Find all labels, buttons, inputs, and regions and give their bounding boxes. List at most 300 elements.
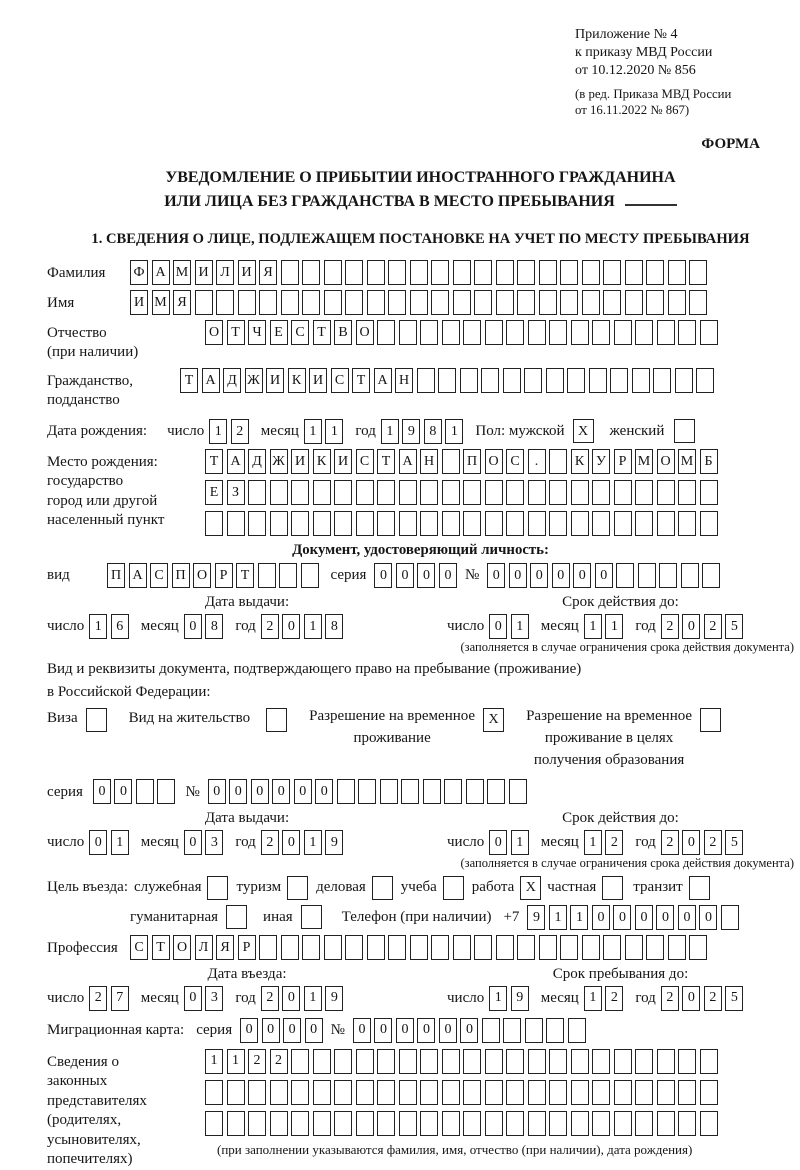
char-cell[interactable] (496, 935, 514, 960)
char-cell[interactable] (659, 563, 677, 588)
char-cell[interactable]: Т (205, 449, 223, 474)
char-cell[interactable]: 2 (704, 986, 722, 1011)
char-cell[interactable]: 2 (261, 830, 279, 855)
char-cell[interactable] (614, 1080, 632, 1105)
char-cell[interactable]: А (227, 449, 245, 474)
char-cell[interactable] (689, 290, 707, 315)
char-cell[interactable]: 3 (205, 830, 223, 855)
char-cell[interactable]: 1 (304, 419, 322, 444)
char-cell[interactable] (248, 1111, 266, 1136)
char-cell[interactable]: 6 (111, 614, 129, 639)
char-cell[interactable] (506, 320, 524, 345)
purpose-transit-checkbox[interactable] (689, 876, 710, 900)
char-cell[interactable]: 1 (111, 830, 129, 855)
char-cell[interactable]: 0 (635, 905, 653, 930)
char-cell[interactable]: Р (238, 935, 256, 960)
char-cell[interactable]: 2 (231, 419, 249, 444)
char-cell[interactable]: Л (216, 260, 234, 285)
char-cell[interactable]: Т (352, 368, 370, 393)
char-cell[interactable]: 2 (89, 986, 107, 1011)
char-cell[interactable]: Ж (270, 449, 288, 474)
char-cell[interactable] (571, 1049, 589, 1074)
purpose-tourism-checkbox[interactable] (287, 876, 308, 900)
char-cell[interactable]: 0 (489, 830, 507, 855)
char-cell[interactable]: 0 (240, 1018, 258, 1043)
char-cell[interactable]: 1 (304, 986, 322, 1011)
char-cell[interactable] (528, 1049, 546, 1074)
char-cell[interactable] (367, 260, 385, 285)
char-cell[interactable] (614, 1049, 632, 1074)
char-cell[interactable] (568, 1018, 586, 1043)
char-cell[interactable] (302, 260, 320, 285)
char-cell[interactable] (444, 779, 462, 804)
char-cell[interactable] (546, 1018, 564, 1043)
char-cell[interactable] (635, 1080, 653, 1105)
char-cell[interactable]: М (152, 290, 170, 315)
char-cell[interactable] (401, 779, 419, 804)
char-cell[interactable] (291, 1049, 309, 1074)
char-cell[interactable] (334, 480, 352, 505)
char-cell[interactable] (453, 935, 471, 960)
char-cell[interactable] (337, 779, 355, 804)
char-cell[interactable] (388, 260, 406, 285)
char-cell[interactable] (721, 905, 739, 930)
char-cell[interactable] (463, 1080, 481, 1105)
char-cell[interactable] (632, 368, 650, 393)
char-cell[interactable] (549, 1080, 567, 1105)
char-cell[interactable]: 0 (272, 779, 290, 804)
char-cell[interactable] (646, 260, 664, 285)
char-cell[interactable] (625, 935, 643, 960)
char-cell[interactable] (356, 480, 374, 505)
purpose-study-checkbox[interactable] (443, 876, 464, 900)
char-cell[interactable] (442, 1080, 460, 1105)
char-cell[interactable] (485, 480, 503, 505)
char-cell[interactable]: О (657, 449, 675, 474)
char-cell[interactable]: Я (259, 260, 277, 285)
char-cell[interactable]: 8 (424, 419, 442, 444)
char-cell[interactable] (482, 1018, 500, 1043)
char-cell[interactable] (546, 368, 564, 393)
char-cell[interactable] (635, 511, 653, 536)
char-cell[interactable] (410, 290, 428, 315)
char-cell[interactable] (345, 935, 363, 960)
char-cell[interactable]: М (678, 449, 696, 474)
char-cell[interactable]: 9 (325, 830, 343, 855)
char-cell[interactable]: 0 (487, 563, 505, 588)
char-cell[interactable]: И (309, 368, 327, 393)
char-cell[interactable] (668, 260, 686, 285)
char-cell[interactable]: 2 (248, 1049, 266, 1074)
char-cell[interactable]: В (334, 320, 352, 345)
char-cell[interactable]: 1 (205, 1049, 223, 1074)
char-cell[interactable] (592, 1080, 610, 1105)
char-cell[interactable]: П (107, 563, 125, 588)
char-cell[interactable]: 7 (111, 986, 129, 1011)
visa-checkbox[interactable] (86, 708, 107, 732)
char-cell[interactable] (592, 1049, 610, 1074)
char-cell[interactable]: 0 (699, 905, 717, 930)
char-cell[interactable]: 1 (570, 905, 588, 930)
char-cell[interactable]: 2 (605, 986, 623, 1011)
char-cell[interactable] (460, 368, 478, 393)
char-cell[interactable] (399, 1080, 417, 1105)
char-cell[interactable]: 0 (592, 905, 610, 930)
purpose-work-checkbox[interactable]: X (520, 876, 541, 900)
char-cell[interactable] (313, 480, 331, 505)
char-cell[interactable]: 1 (381, 419, 399, 444)
char-cell[interactable] (442, 320, 460, 345)
char-cell[interactable]: Р (215, 563, 233, 588)
char-cell[interactable] (431, 290, 449, 315)
char-cell[interactable]: П (463, 449, 481, 474)
char-cell[interactable]: Р (614, 449, 632, 474)
char-cell[interactable]: 5 (725, 986, 743, 1011)
char-cell[interactable] (646, 935, 664, 960)
char-cell[interactable] (517, 290, 535, 315)
char-cell[interactable]: Л (195, 935, 213, 960)
char-cell[interactable] (614, 480, 632, 505)
purpose-official-checkbox[interactable] (207, 876, 228, 900)
char-cell[interactable]: 1 (549, 905, 567, 930)
char-cell[interactable]: С (331, 368, 349, 393)
char-cell[interactable] (380, 779, 398, 804)
char-cell[interactable] (528, 480, 546, 505)
char-cell[interactable] (417, 368, 435, 393)
char-cell[interactable]: 9 (511, 986, 529, 1011)
char-cell[interactable]: 0 (282, 830, 300, 855)
char-cell[interactable] (506, 1080, 524, 1105)
char-cell[interactable]: Т (227, 320, 245, 345)
char-cell[interactable] (496, 290, 514, 315)
char-cell[interactable]: 0 (530, 563, 548, 588)
char-cell[interactable] (377, 1080, 395, 1105)
char-cell[interactable]: 1 (511, 614, 529, 639)
purpose-business-checkbox[interactable] (372, 876, 393, 900)
char-cell[interactable] (678, 511, 696, 536)
char-cell[interactable] (506, 1049, 524, 1074)
char-cell[interactable]: 0 (262, 1018, 280, 1043)
char-cell[interactable] (258, 563, 276, 588)
char-cell[interactable] (474, 935, 492, 960)
char-cell[interactable]: 0 (374, 563, 392, 588)
char-cell[interactable]: О (356, 320, 374, 345)
char-cell[interactable]: Я (216, 935, 234, 960)
char-cell[interactable] (463, 511, 481, 536)
char-cell[interactable] (614, 320, 632, 345)
char-cell[interactable] (420, 1049, 438, 1074)
char-cell[interactable] (678, 1049, 696, 1074)
char-cell[interactable]: 2 (270, 1049, 288, 1074)
char-cell[interactable]: Т (180, 368, 198, 393)
char-cell[interactable] (377, 1111, 395, 1136)
char-cell[interactable] (205, 1080, 223, 1105)
char-cell[interactable]: Ч (248, 320, 266, 345)
char-cell[interactable]: 0 (509, 563, 527, 588)
char-cell[interactable] (517, 935, 535, 960)
char-cell[interactable]: 0 (184, 830, 202, 855)
char-cell[interactable]: 2 (261, 614, 279, 639)
char-cell[interactable] (657, 511, 675, 536)
char-cell[interactable] (675, 368, 693, 393)
char-cell[interactable] (324, 260, 342, 285)
char-cell[interactable] (560, 290, 578, 315)
char-cell[interactable] (700, 511, 718, 536)
char-cell[interactable]: 0 (353, 1018, 371, 1043)
char-cell[interactable] (442, 480, 460, 505)
char-cell[interactable]: К (571, 449, 589, 474)
char-cell[interactable]: 0 (294, 779, 312, 804)
char-cell[interactable]: 0 (315, 779, 333, 804)
char-cell[interactable]: О (485, 449, 503, 474)
char-cell[interactable] (485, 1080, 503, 1105)
char-cell[interactable] (356, 511, 374, 536)
char-cell[interactable] (281, 260, 299, 285)
char-cell[interactable] (399, 320, 417, 345)
char-cell[interactable] (420, 511, 438, 536)
char-cell[interactable] (313, 1049, 331, 1074)
char-cell[interactable]: 2 (661, 614, 679, 639)
char-cell[interactable] (388, 290, 406, 315)
char-cell[interactable]: Т (377, 449, 395, 474)
char-cell[interactable] (420, 320, 438, 345)
char-cell[interactable]: 0 (682, 830, 700, 855)
char-cell[interactable] (582, 935, 600, 960)
char-cell[interactable]: 1 (584, 830, 602, 855)
char-cell[interactable] (334, 1049, 352, 1074)
gender-female-checkbox[interactable] (674, 419, 695, 443)
char-cell[interactable] (506, 511, 524, 536)
char-cell[interactable] (653, 368, 671, 393)
char-cell[interactable] (616, 563, 634, 588)
char-cell[interactable]: 0 (682, 986, 700, 1011)
char-cell[interactable] (603, 260, 621, 285)
char-cell[interactable] (157, 779, 175, 804)
char-cell[interactable] (549, 511, 567, 536)
char-cell[interactable] (646, 290, 664, 315)
char-cell[interactable] (700, 1111, 718, 1136)
char-cell[interactable]: Е (205, 480, 223, 505)
char-cell[interactable]: Т (313, 320, 331, 345)
char-cell[interactable]: А (374, 368, 392, 393)
char-cell[interactable] (506, 1111, 524, 1136)
char-cell[interactable] (625, 260, 643, 285)
char-cell[interactable] (377, 511, 395, 536)
char-cell[interactable] (399, 1111, 417, 1136)
char-cell[interactable] (291, 480, 309, 505)
char-cell[interactable]: 0 (682, 614, 700, 639)
char-cell[interactable] (549, 1111, 567, 1136)
char-cell[interactable] (571, 480, 589, 505)
char-cell[interactable] (625, 290, 643, 315)
purpose-private-checkbox[interactable] (602, 876, 623, 900)
char-cell[interactable] (696, 368, 714, 393)
char-cell[interactable] (302, 935, 320, 960)
char-cell[interactable] (485, 320, 503, 345)
char-cell[interactable]: Д (248, 449, 266, 474)
char-cell[interactable]: Ж (245, 368, 263, 393)
char-cell[interactable] (635, 1111, 653, 1136)
char-cell[interactable] (678, 480, 696, 505)
char-cell[interactable]: З (227, 480, 245, 505)
char-cell[interactable] (442, 1111, 460, 1136)
char-cell[interactable]: И (130, 290, 148, 315)
char-cell[interactable]: 0 (417, 563, 435, 588)
char-cell[interactable] (657, 480, 675, 505)
char-cell[interactable] (420, 1111, 438, 1136)
char-cell[interactable]: И (266, 368, 284, 393)
char-cell[interactable] (571, 511, 589, 536)
char-cell[interactable] (216, 290, 234, 315)
char-cell[interactable] (195, 290, 213, 315)
char-cell[interactable] (410, 260, 428, 285)
char-cell[interactable] (453, 290, 471, 315)
char-cell[interactable] (700, 480, 718, 505)
char-cell[interactable] (567, 368, 585, 393)
char-cell[interactable] (291, 1080, 309, 1105)
char-cell[interactable]: 0 (208, 779, 226, 804)
char-cell[interactable]: И (291, 449, 309, 474)
char-cell[interactable]: П (172, 563, 190, 588)
char-cell[interactable] (689, 935, 707, 960)
char-cell[interactable] (463, 1111, 481, 1136)
char-cell[interactable] (463, 320, 481, 345)
char-cell[interactable]: 0 (552, 563, 570, 588)
char-cell[interactable] (485, 1111, 503, 1136)
char-cell[interactable] (589, 368, 607, 393)
char-cell[interactable]: 0 (283, 1018, 301, 1043)
char-cell[interactable]: 8 (205, 614, 223, 639)
char-cell[interactable] (638, 563, 656, 588)
char-cell[interactable]: 0 (229, 779, 247, 804)
char-cell[interactable] (399, 480, 417, 505)
char-cell[interactable] (560, 260, 578, 285)
char-cell[interactable] (678, 1080, 696, 1105)
char-cell[interactable] (238, 290, 256, 315)
char-cell[interactable]: 0 (417, 1018, 435, 1043)
char-cell[interactable] (485, 511, 503, 536)
char-cell[interactable]: 0 (184, 986, 202, 1011)
char-cell[interactable] (528, 320, 546, 345)
char-cell[interactable] (517, 260, 535, 285)
char-cell[interactable]: 1 (605, 614, 623, 639)
char-cell[interactable]: С (150, 563, 168, 588)
char-cell[interactable] (270, 1080, 288, 1105)
char-cell[interactable] (291, 1111, 309, 1136)
char-cell[interactable] (270, 480, 288, 505)
char-cell[interactable]: А (399, 449, 417, 474)
char-cell[interactable] (509, 779, 527, 804)
char-cell[interactable] (431, 260, 449, 285)
char-cell[interactable] (388, 935, 406, 960)
char-cell[interactable]: 0 (282, 986, 300, 1011)
char-cell[interactable]: 0 (439, 563, 457, 588)
char-cell[interactable]: . (528, 449, 546, 474)
char-cell[interactable] (678, 1111, 696, 1136)
char-cell[interactable] (453, 260, 471, 285)
char-cell[interactable]: С (356, 449, 374, 474)
char-cell[interactable] (420, 480, 438, 505)
char-cell[interactable] (279, 563, 297, 588)
char-cell[interactable] (528, 1080, 546, 1105)
char-cell[interactable]: О (193, 563, 211, 588)
char-cell[interactable] (525, 1018, 543, 1043)
char-cell[interactable] (571, 1111, 589, 1136)
char-cell[interactable]: 2 (661, 830, 679, 855)
char-cell[interactable]: 9 (527, 905, 545, 930)
char-cell[interactable] (205, 511, 223, 536)
char-cell[interactable] (227, 511, 245, 536)
char-cell[interactable] (592, 480, 610, 505)
char-cell[interactable]: 0 (396, 563, 414, 588)
char-cell[interactable] (635, 480, 653, 505)
char-cell[interactable] (345, 260, 363, 285)
char-cell[interactable]: 0 (305, 1018, 323, 1043)
purpose-humanitarian-checkbox[interactable] (226, 905, 247, 929)
char-cell[interactable] (136, 779, 154, 804)
char-cell[interactable] (356, 1049, 374, 1074)
char-cell[interactable] (248, 1080, 266, 1105)
char-cell[interactable]: 9 (402, 419, 420, 444)
char-cell[interactable] (356, 1111, 374, 1136)
char-cell[interactable]: 0 (678, 905, 696, 930)
gender-male-checkbox[interactable]: X (573, 419, 594, 443)
char-cell[interactable]: 1 (511, 830, 529, 855)
char-cell[interactable]: 5 (725, 614, 743, 639)
char-cell[interactable] (614, 1111, 632, 1136)
char-cell[interactable]: 0 (439, 1018, 457, 1043)
char-cell[interactable] (420, 1080, 438, 1105)
char-cell[interactable] (474, 260, 492, 285)
char-cell[interactable] (506, 480, 524, 505)
char-cell[interactable]: И (195, 260, 213, 285)
char-cell[interactable] (524, 368, 542, 393)
char-cell[interactable] (681, 563, 699, 588)
char-cell[interactable]: Ф (130, 260, 148, 285)
char-cell[interactable] (248, 511, 266, 536)
char-cell[interactable] (657, 1080, 675, 1105)
char-cell[interactable] (377, 1049, 395, 1074)
char-cell[interactable] (689, 260, 707, 285)
char-cell[interactable]: 0 (573, 563, 591, 588)
char-cell[interactable]: 0 (595, 563, 613, 588)
char-cell[interactable] (345, 290, 363, 315)
char-cell[interactable]: 2 (704, 614, 722, 639)
char-cell[interactable] (700, 320, 718, 345)
char-cell[interactable] (399, 1049, 417, 1074)
char-cell[interactable] (423, 779, 441, 804)
char-cell[interactable] (259, 935, 277, 960)
char-cell[interactable]: 3 (205, 986, 223, 1011)
char-cell[interactable]: 0 (656, 905, 674, 930)
char-cell[interactable]: К (313, 449, 331, 474)
char-cell[interactable]: 1 (489, 986, 507, 1011)
char-cell[interactable] (614, 511, 632, 536)
char-cell[interactable]: С (130, 935, 148, 960)
char-cell[interactable] (603, 290, 621, 315)
char-cell[interactable] (657, 1049, 675, 1074)
char-cell[interactable] (270, 511, 288, 536)
char-cell[interactable] (313, 1080, 331, 1105)
char-cell[interactable]: 0 (251, 779, 269, 804)
char-cell[interactable]: 8 (325, 614, 343, 639)
char-cell[interactable] (592, 320, 610, 345)
char-cell[interactable]: 0 (184, 614, 202, 639)
char-cell[interactable]: Т (152, 935, 170, 960)
char-cell[interactable]: К (288, 368, 306, 393)
char-cell[interactable]: А (202, 368, 220, 393)
char-cell[interactable] (463, 1049, 481, 1074)
